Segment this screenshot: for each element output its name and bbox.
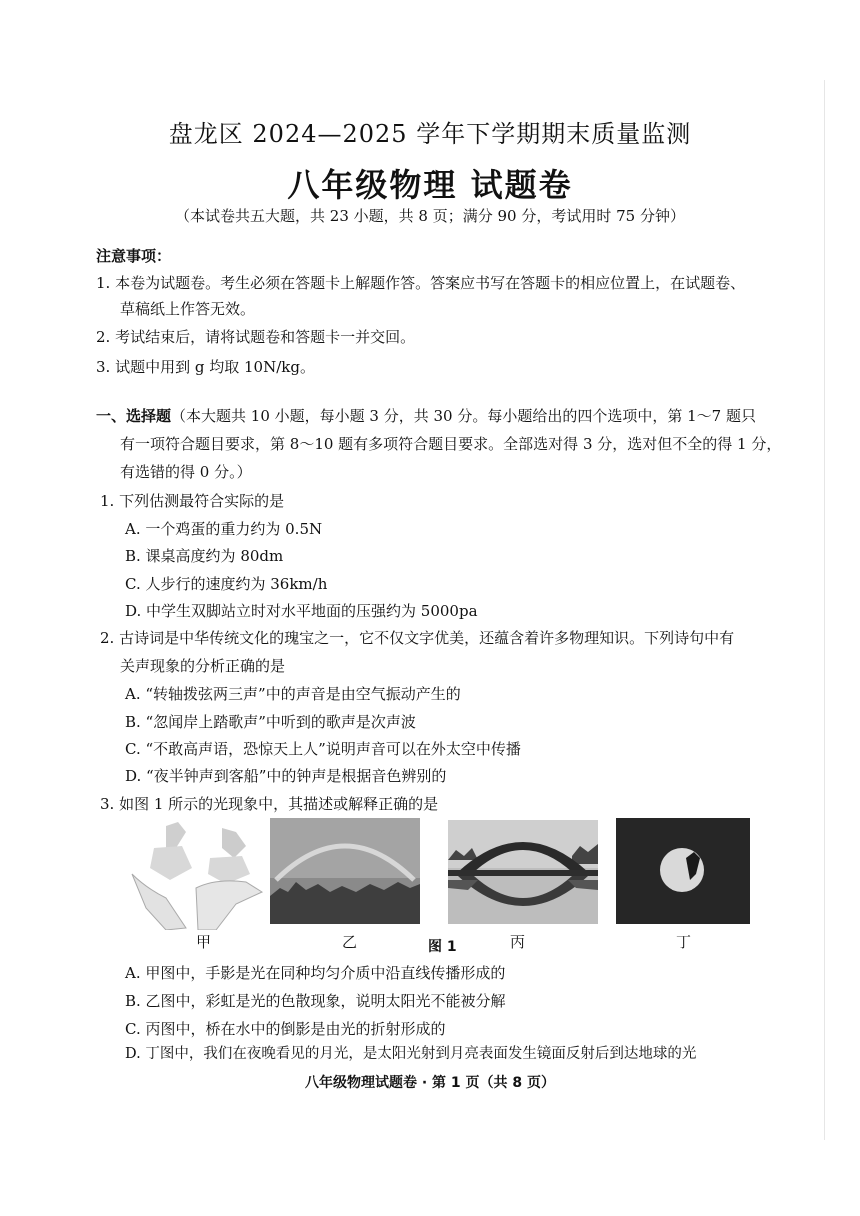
rainbow-image: [270, 818, 420, 924]
page-footer: 八年级物理试题卷 · 第 1 页（共 8 页）: [304, 1075, 556, 1091]
q2-stem-cont: 关声现象的分析正确的是: [120, 657, 286, 675]
page-edge-line: [824, 80, 825, 1140]
note-1-cont: 草稿纸上作答无效。: [120, 300, 256, 318]
q1-stem: 1. 下列估测最符合实际的是: [100, 492, 285, 510]
q2-stem: 2. 古诗词是中华传统文化的瑰宝之一，它不仅文字优美，还蕴含着许多物理知识。下列诗句中有: [100, 629, 735, 647]
hand-shadow-image: [126, 818, 266, 930]
q3-option-a: A. 甲图中，手影是光在同种均匀介质中沿直线传播形成的: [125, 964, 506, 982]
bridge-reflection-image: [448, 820, 598, 924]
exam-info: （本试卷共五大题，共 23 小题，共 8 页；满分 90 分，考试用时 75 分钟）: [175, 207, 685, 225]
q1-option-d: D. 中学生双脚站立时对水平地面的压强约为 5000pa: [125, 602, 478, 620]
note-3: 3. 试题中用到 g 均取 10N/kg。: [96, 358, 315, 376]
q3-option-b: B. 乙图中，彩虹是光的色散现象，说明太阳光不能被分解: [125, 992, 506, 1010]
q1-option-b: B. 课桌高度约为 80dm: [125, 547, 284, 565]
section-label: 一、选择题: [96, 407, 172, 425]
q3-option-c: C. 丙图中，桥在水中的倒影是由光的折射形成的: [125, 1020, 446, 1038]
note-1: 1. 本卷为试题卷。考生必须在答题卡上解题作答。答案应书写在答题卡的相应位置上，在试题卷、: [96, 274, 746, 292]
fig-label-bing: 丙: [510, 933, 526, 951]
exam-title: 盘龙区 2024—2025 学年下学期期末质量监测: [168, 120, 692, 148]
fig-label-ding: 丁: [676, 933, 692, 951]
figure-caption: 图 1: [428, 939, 457, 955]
q3-stem: 3. 如图 1 所示的光现象中，其描述或解释正确的是: [100, 795, 439, 813]
q1-option-c: C. 人步行的速度约为 36km/h: [125, 575, 328, 593]
q2-option-d: D. “夜半钟声到客船”中的钟声是根据音色辨别的: [125, 767, 447, 785]
notes-heading: 注意事项：: [96, 247, 172, 265]
note-2: 2. 考试结束后，请将试题卷和答题卡一并交回。: [96, 328, 416, 346]
fig-label-jia: 甲: [196, 933, 212, 951]
section-intro-line2: 有一项符合题目要求，第 8～10 题有多项符合题目要求。全部选对得 3 分，选对但不全的得 1 分，: [120, 435, 782, 453]
q2-option-b: B. “忽闻岸上踏歌声”中听到的歌声是次声波: [125, 713, 416, 731]
exam-subject-title: 八年级物理 试题卷: [287, 166, 573, 204]
q3-option-d: D. 丁图中，我们在夜晚看见的月光，是太阳光射到月亮表面发生镜面反射后到达地球的光: [125, 1046, 697, 1062]
section-intro-text: （本大题共 10 小题，每小题 3 分，共 30 分。每小题给出的四个选项中，第 1～7 题只: [171, 407, 756, 425]
q2-option-a: A. “转轴拨弦两三声”中的声音是由空气振动产生的: [125, 685, 461, 703]
section-intro: [96, 405, 756, 426]
q2-option-c: C. “不敢高声语，恐惊天上人”说明声音可以在外太空中传播: [125, 740, 521, 758]
fig-label-yi: 乙: [342, 933, 358, 951]
q1-option-a: A. 一个鸡蛋的重力约为 0.5N: [125, 520, 323, 538]
section-intro-line3: 有选错的得 0 分。）: [120, 463, 252, 481]
moon-image: [616, 818, 750, 924]
